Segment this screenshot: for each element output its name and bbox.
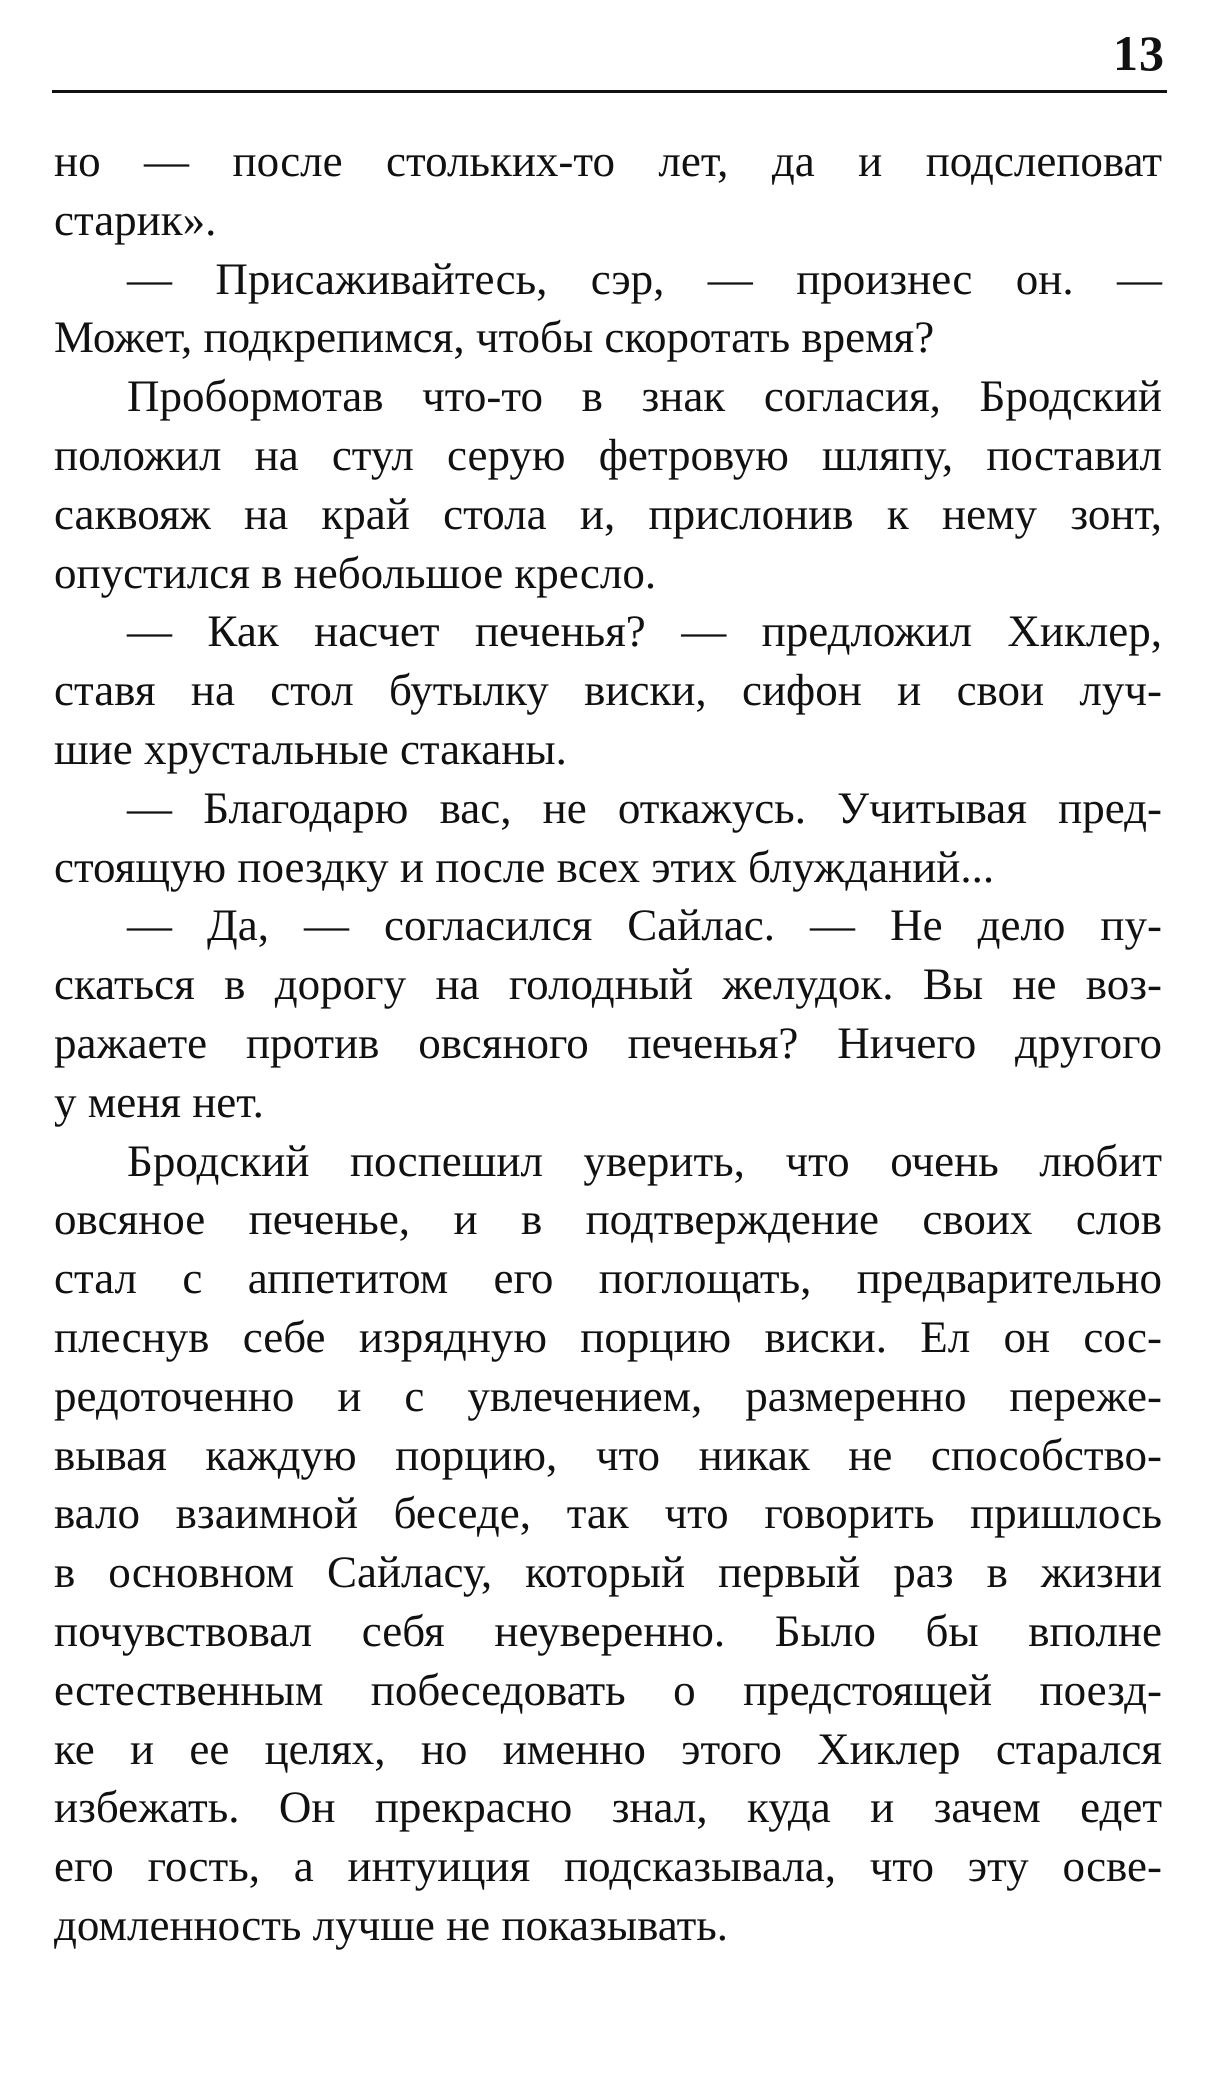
text-line: в основном Сайласу, который первый раз в жизни — [54, 1547, 1162, 1598]
text-line: у меня нет. — [54, 1076, 264, 1127]
text-line: саквояж на край стола и, прислонив к нему зонт, — [54, 488, 1162, 539]
text-line: домленность лучше не показывать. — [54, 1899, 729, 1950]
page-number: 13 — [1113, 25, 1165, 81]
text-line: но — после стольких-то лет, да и подслеповат — [54, 136, 1162, 186]
text-line: плеснув себе изрядную порцию виски. Ел он сос- — [54, 1311, 1162, 1362]
text-line: ражаете против овсяного печенья? Ничего другого — [54, 1017, 1162, 1068]
text-line: избежать. Он прекрасно знал, куда и зачем едет — [54, 1782, 1162, 1833]
text-line: почувствовал себя неуверенно. Было бы вполне — [54, 1605, 1162, 1656]
text-line: вало взаимной беседе, так что говорить пришлось — [54, 1488, 1162, 1539]
body-text — [54, 132, 1162, 1955]
text-line: Может, подкрепимся, чтобы скоротать время? — [54, 312, 935, 363]
text-line: — Да, — согласился Сайлас. — Не дело пу- — [127, 900, 1162, 951]
text-line: Бродский поспешил уверить, что очень любит — [127, 1135, 1162, 1186]
text-line: — Как насчет печенья? — предложил Хиклер, — [127, 606, 1162, 657]
text-line: стал с аппетитом его поглощать, предварительно — [54, 1253, 1162, 1304]
text-line: скаться в дорогу на голодный желудок. Вы не воз- — [54, 959, 1162, 1010]
text-line: редоточенно и с увлечением, размеренно пережe- — [54, 1370, 1162, 1421]
text-line: — Благодарю вас, не откажусь. Учитывая пред- — [127, 782, 1162, 833]
text-line: опустился в небольшое кресло. — [54, 547, 657, 598]
text-line: его гость, а интуиция подсказывала, что эту осве- — [54, 1841, 1162, 1892]
text-line: стоящую поездку и после всех этих блужданий... — [54, 841, 995, 892]
text-line: положил на стул серую фетровую шляпу, поставил — [54, 429, 1162, 480]
text-line: шие хрустальные стаканы. — [54, 723, 567, 774]
text-line: — Присаживайтесь, сэр, — произнес он. — — [127, 253, 1162, 304]
text-line: ке и ее целях, но именно этого Хиклер старался — [54, 1723, 1162, 1774]
text-line: старик». — [54, 194, 217, 245]
text-line: Пробормотав что-то в знак согласия, Бродский — [127, 371, 1162, 422]
text-line: вывая каждую порцию, что никак не способство- — [54, 1429, 1162, 1480]
text-line: овсяное печенье, и в подтверждение своих слов — [54, 1194, 1162, 1245]
header-rule — [52, 90, 1167, 93]
text-line: ставя на стол бутылку виски, сифон и свои луч- — [54, 665, 1162, 716]
text-line: естественным побеседовать о предстоящей поезд- — [54, 1664, 1162, 1715]
